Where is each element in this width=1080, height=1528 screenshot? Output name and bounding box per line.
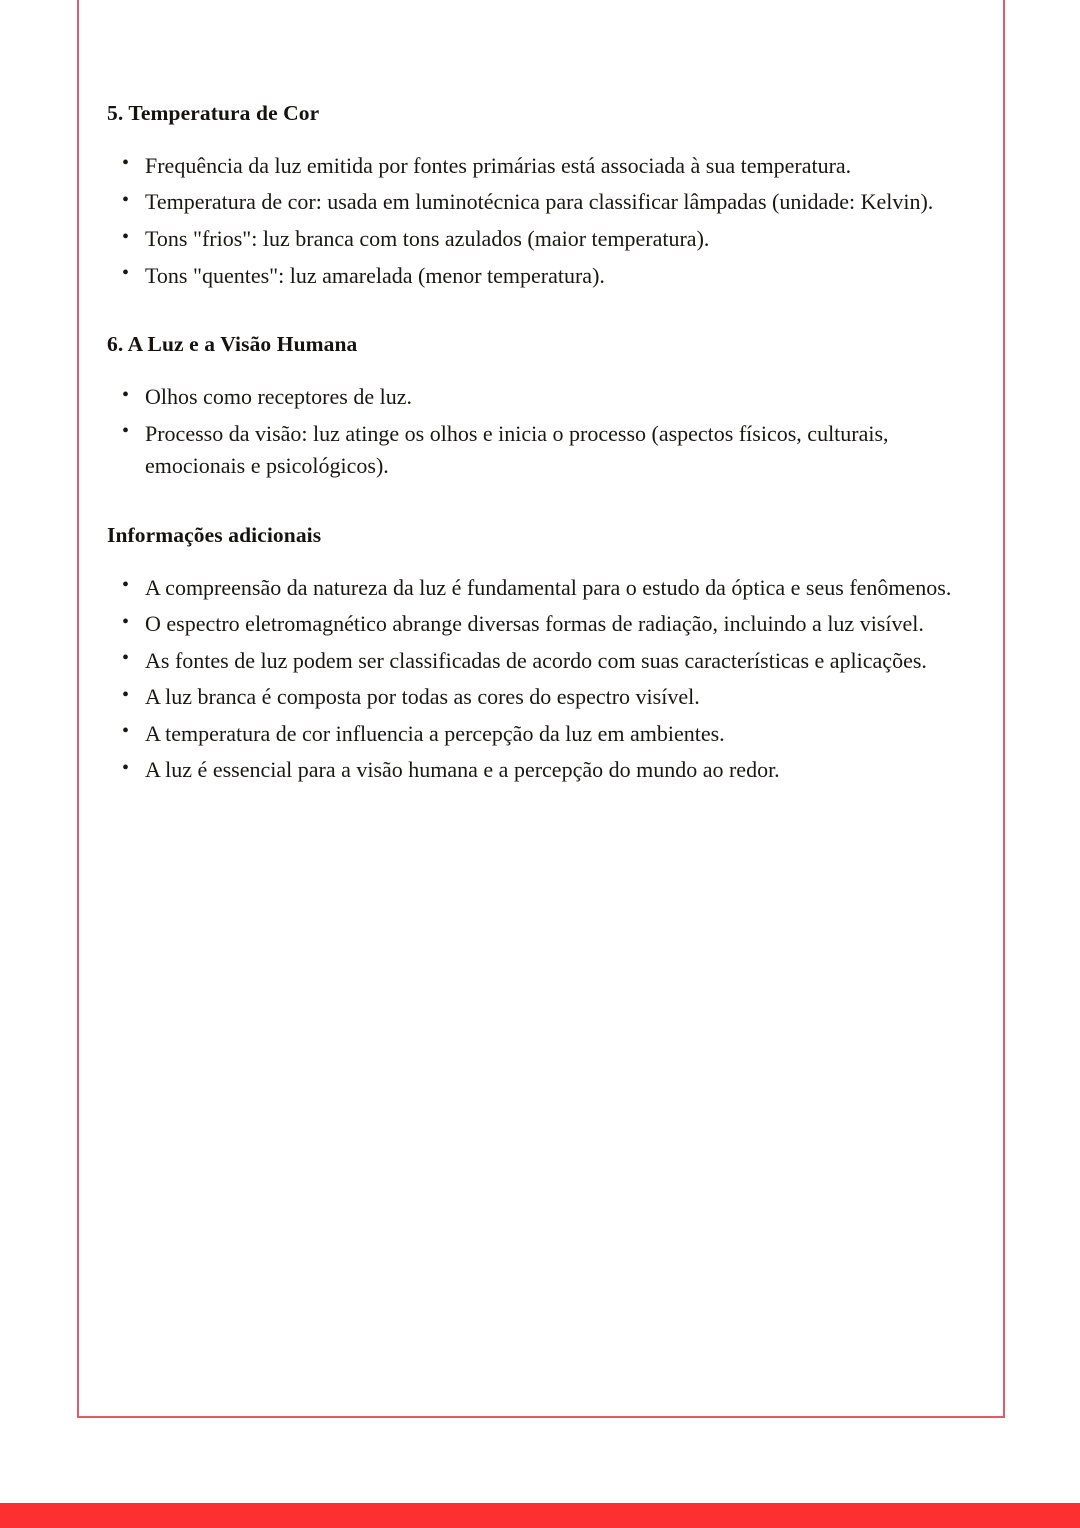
list-item: • A luz é essencial para a visão humana e a percepção do mundo ao redor.: [107, 754, 967, 787]
list-item: • A compreensão da natureza da luz é fundamental para o estudo da óptica e seus fenômenos.: [107, 572, 967, 605]
list-item: • Tons "quentes": luz amarelada (menor temperatura).: [107, 260, 967, 293]
section-heading-a-luz-e-a-visao-humana: 6. A Luz e a Visão Humana: [107, 332, 358, 357]
footer-accent-bar: [0, 1503, 1080, 1528]
list-item: • Tons "frios": luz branca com tons azulados (maior temperatura).: [107, 223, 967, 256]
section-heading-temperatura-de-cor: 5. Temperatura de Cor: [107, 101, 320, 125]
list-item: • As fontes de luz podem ser classificadas de acordo com suas características e aplicações.: [107, 645, 967, 678]
list-item: • Frequência da luz emitida por fontes primárias está associada à sua temperatura.: [107, 150, 967, 183]
list-item: • A temperatura de cor influencia a percepção da luz em ambientes.: [107, 718, 967, 751]
list-item: • Olhos como receptores de luz.: [107, 381, 967, 414]
list-item: • Temperatura de cor: usada em luminotécnica para classificar lâmpadas (unidade: Kelvin).: [107, 186, 967, 219]
bullet-list-a-luz-e-a-visao-humana: [107, 381, 967, 483]
bullet-list-informacoes-adicionais: [107, 572, 967, 787]
list-item: • O espectro eletromagnético abrange diversas formas de radiação, incluindo a luz visível.: [107, 608, 967, 641]
section-heading-informacoes-adicionais: Informações adicionais: [107, 522, 322, 547]
bullet-list-temperatura-de-cor: [107, 150, 967, 292]
list-item: • A luz branca é composta por todas as cores do espectro visível.: [107, 681, 967, 714]
document-body: [107, 100, 967, 787]
list-item: • Processo da visão: luz atinge os olhos e inicia o processo (aspectos físicos, culturais, emocionais e psicológicos).: [107, 418, 967, 483]
